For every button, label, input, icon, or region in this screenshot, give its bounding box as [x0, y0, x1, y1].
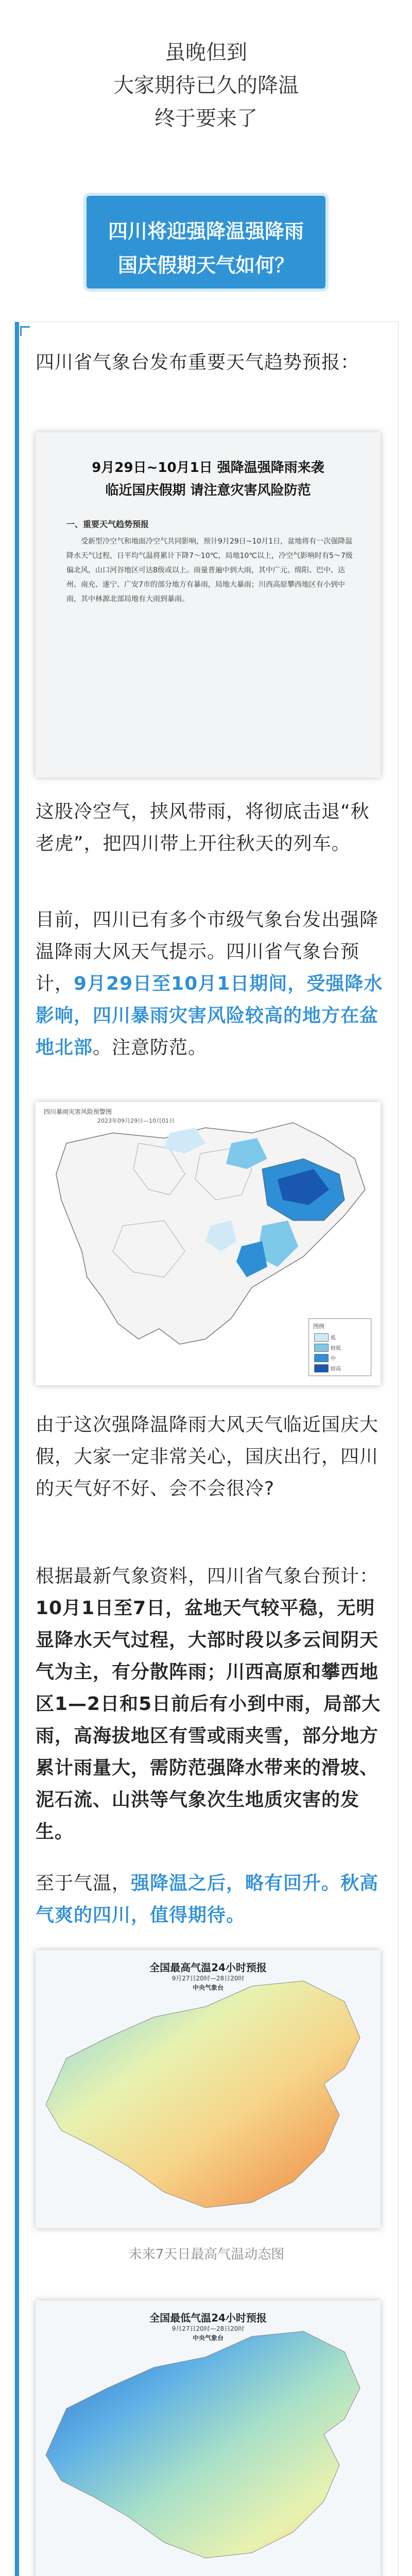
min-temp-subtitle: 9月27日20时—28日20时 — [171, 2325, 245, 2332]
para5-lead: 根据最新气象资料，四川省气象台预计： — [36, 1566, 379, 1587]
max-temp-caption: 未来7天日最高气温动态图 — [128, 2247, 285, 2262]
para3-tail: 。注意防范。 — [93, 1037, 208, 1058]
legend-swatch-lower — [314, 1344, 329, 1352]
legend-swatch-high — [314, 1364, 329, 1372]
intro-line-1: 虽晚但到 — [165, 41, 247, 64]
max-temp-org: 中央气象台 — [192, 1984, 224, 1991]
para6-lead: 至于气温， — [36, 1873, 131, 1894]
map-subtitle: 2023年09月29日—10月01日 — [97, 1117, 175, 1124]
para-holiday-forecast — [36, 1561, 386, 1848]
intro-block — [0, 36, 412, 135]
forecast-document-image — [36, 432, 381, 777]
map-title: 四川暴雨灾害风险预警图 — [44, 1108, 112, 1115]
legend-title: 图例 — [313, 1323, 324, 1330]
legend-label-lower: 较低 — [331, 1346, 341, 1351]
para-forecast-intro: 四川省气象台发布重要天气趋势预报： — [36, 352, 360, 373]
legend-swatch-low — [314, 1333, 329, 1342]
para6-highlight: 强降温之后，略有回升。秋高气爽的四川，值得期待。 — [36, 1873, 379, 1926]
min-temp-org: 中央气象台 — [192, 2334, 224, 2342]
map-legend — [308, 1318, 371, 1376]
doc-heading-2: 临近国庆假期 请注意灾害风险防范 — [105, 483, 311, 498]
corner-ornament — [20, 326, 30, 336]
accent-bar — [15, 322, 19, 2576]
rain-risk-map — [36, 1102, 381, 1385]
para3-highlight: 9月29日至10月1日期间，受强降水影响，四川暴雨灾害风险较高的地方在盆地北部 — [36, 973, 383, 1058]
para5-bold: 10月1日至7日，盆地天气较平稳，无明显降水天气过程，大部时段以多云间阴天气为主，有分散阵雨；川西高原和攀西地区1—2日和5日前后有小到中雨，局部大雨，高海拔地区有雪或雨夹雪，部分地方累计雨量大，需防范强降水带来的滑坡、泥石流、山洪等气象次生地质灾害的发生。 — [36, 1598, 381, 1842]
doc-section-title: 一、重要天气趋势预报 — [66, 519, 149, 529]
article-frame — [14, 321, 399, 2576]
legend-swatch-mid — [314, 1354, 329, 1362]
min-temp-map-image — [36, 2300, 381, 2576]
legend-label-high: 较高 — [331, 1366, 341, 1372]
max-temp-title: 全国最高气温24小时预报 — [149, 1961, 267, 1974]
legend-label-mid: 中 — [331, 1356, 336, 1362]
para-warning — [36, 904, 386, 1064]
max-temp-subtitle: 9月27日20时—28日20时 — [171, 1975, 245, 1982]
title-line-1: 四川将迎强降温强降雨 — [108, 220, 304, 243]
para3-text: 目前，四川已有多个市级气象台发出强降温降雨大风天气提示。四川省气象台预计， — [36, 909, 379, 994]
para-cold-air: 这股冷空气，挟风带雨，将彻底击退“秋老虎”，把四川带上开往秋天的列车。 — [36, 801, 370, 854]
max-temp-map-graphic — [36, 1950, 381, 2228]
legend-label-low: 低 — [331, 1335, 336, 1341]
para-holiday-question: 由于这次强降温降雨大风天气临近国庆大假，大家一定非常关心，国庆出行，四川的天气好不好、会不会很冷? — [36, 1414, 379, 1499]
intro-line-3: 终于要来了 — [154, 107, 258, 130]
doc-body: 受新型冷空气和地面冷空气共同影响，预计9月29日~10月1日，盆地将有一次强降温降水天气过程，日平均气温将累计下降7～10℃，局地10℃以上，冷空气影响时有5～7级偏北风，山口河谷地区可达8级或以上。雨量普遍中到大雨，其中广元、绵阳、巴中、达州、南充、遂宁、广安7市的部分地方有暴雨，局地大暴雨；川西高原攀西地区有小到中雨，其中林源北部局地有大雨到暴雨。 — [66, 537, 353, 603]
para-temperature — [36, 1868, 386, 1931]
doc-heading-1: 9月29日~10月1日 强降温强降雨来袭 — [92, 460, 324, 476]
max-temp-map-image — [36, 1950, 381, 2228]
min-temp-title: 全国最低气温24小时预报 — [149, 2312, 267, 2324]
intro-line-2: 大家期待已久的降温 — [113, 74, 299, 97]
article-title-box — [87, 196, 325, 289]
title-line-2: 国庆假期天气如何？ — [117, 254, 294, 277]
